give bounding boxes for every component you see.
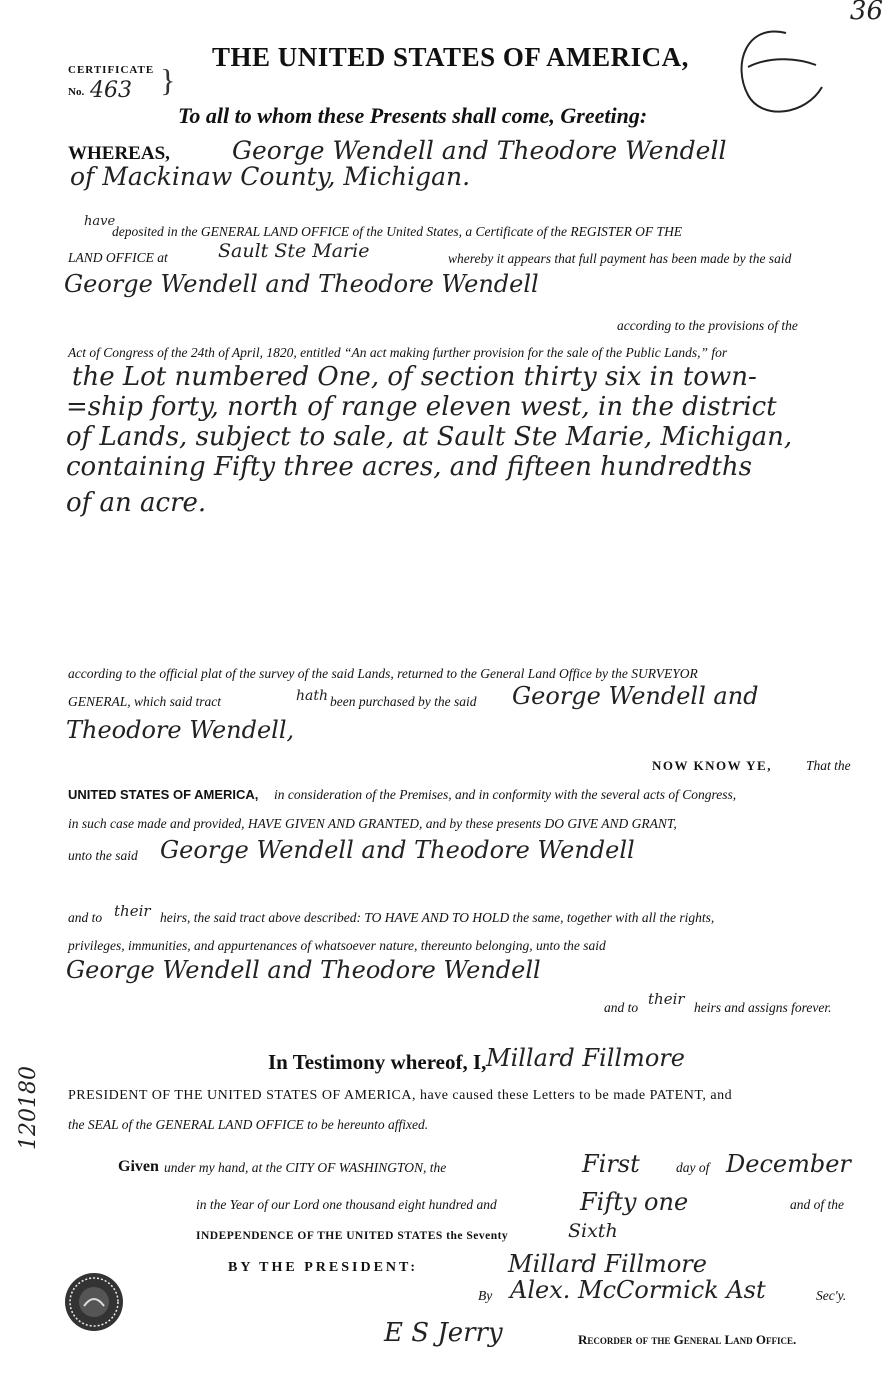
land-description-line-3: of Lands, subject to sale, at Sault Ste Marie, Michigan, — [66, 422, 793, 452]
general-text: GENERAL, which said tract — [68, 694, 221, 709]
document-title: THE UNITED STATES OF AMERICA, — [212, 42, 689, 72]
grantees-payment: George Wendell and Theodore Wendell — [64, 270, 539, 298]
whereby-text: whereby it appears that full payment has been made by the said — [448, 251, 792, 266]
plat-text: according to the official plat of the survey of the said Lands, returned to the General Land Office by the SURVEYOR — [68, 666, 698, 681]
now-know-ye: NOW KNOW YE, — [652, 758, 772, 773]
usa-bold: UNITED STATES OF AMERICA, — [68, 787, 259, 802]
certificate-number: 463 — [90, 78, 132, 103]
greeting: To all to whom these Presents shall come, Greeting: — [178, 103, 648, 128]
by-label: By — [478, 1288, 493, 1303]
year-handwritten: Fifty one — [580, 1188, 689, 1216]
hath-handwritten: hath — [296, 688, 329, 704]
heirs-text: heirs, the said tract above described: TO HAVE AND TO HOLD the same, together with all the rights, — [160, 910, 715, 925]
land-office-at: LAND OFFICE at — [68, 250, 168, 265]
such-case-text: in such case made and provided, HAVE GIVEN AND GRANTED, and by these presents DO GIVE AND GRANT, — [68, 816, 677, 831]
grantees-grant: George Wendell and Theodore Wendell — [160, 836, 635, 864]
secretary-signature: Alex. McCormick Ast — [510, 1276, 766, 1304]
president-signature-2: Millard Fillmore — [508, 1250, 707, 1278]
purchaser-line-1: George Wendell and — [512, 682, 759, 710]
whereas-heading: WHEREAS, — [68, 143, 170, 164]
their-handwritten: their — [114, 902, 151, 920]
grantees-line-2: of Mackinaw County, Michigan. — [70, 162, 471, 191]
independence-handwritten: Sixth — [568, 1220, 618, 1242]
day-of: day of — [676, 1160, 710, 1175]
independence-text: INDEPENDENCE OF THE UNITED STATES the Seventy — [196, 1230, 509, 1242]
margin-annotation: 120180 — [16, 1066, 41, 1150]
their-handwritten-2: their — [648, 990, 685, 1008]
has-handwritten: have — [84, 214, 116, 229]
consideration-text: in consideration of the Premises, and in conformity with the several acts of Congress, — [274, 787, 737, 802]
grantees-hold: George Wendell and Theodore Wendell — [66, 956, 541, 984]
given-heading: Given — [118, 1158, 159, 1175]
day-handwritten: First — [582, 1150, 640, 1178]
secy-label: Sec'y. — [816, 1288, 847, 1303]
that-the: That the — [806, 758, 851, 773]
purchaser-line-2: Theodore Wendell, — [66, 716, 295, 744]
land-description-line-1: the Lot numbered One, of section thirty six in town- — [72, 362, 757, 392]
heirs-assigns: heirs and assigns forever. — [694, 1000, 832, 1015]
and-of-the: and of the — [790, 1197, 844, 1212]
recorder-signature: E S Jerry — [384, 1318, 503, 1348]
deposit-text: deposited in the GENERAL LAND OFFICE of the United States, a Certificate of the REGISTER OF THE — [112, 224, 683, 239]
general-land-office-seal-icon — [62, 1270, 126, 1334]
unto-said: unto the said — [68, 848, 138, 863]
land-description-line-5: of an acre. — [66, 488, 207, 518]
land-description-line-4: containing Fifty three acres, and fifteen hundredths — [66, 452, 752, 482]
testimony-heading: In Testimony whereof, I, — [268, 1050, 487, 1074]
according-provisions: according to the provisions of the — [617, 318, 798, 333]
and-to: and to — [68, 910, 103, 925]
seal-line: the SEAL of the GENERAL LAND OFFICE to be hereunto affixed. — [68, 1117, 429, 1132]
president-line: PRESIDENT OF THE UNITED STATES OF AMERICA, have caused these Letters to be made PATENT, and — [68, 1088, 733, 1103]
by-the-president: BY THE PRESIDENT: — [228, 1260, 418, 1275]
page-number: 36 — [849, 0, 883, 26]
given-text: under my hand, at the CITY OF WASHINGTON, the — [164, 1160, 447, 1175]
certificate-no-label: No. — [68, 86, 85, 98]
president-signature-1: Millard Fillmore — [486, 1044, 685, 1072]
month-handwritten: December — [726, 1150, 851, 1178]
privileges-text: privileges, immunities, and appurtenances of whatsoever nature, thereunto belonging, unto the said — [68, 938, 606, 953]
recorder-text: Recorder of the General Land Office. — [578, 1332, 797, 1347]
land-description-line-2: =ship forty, north of range eleven west, in the district — [66, 392, 777, 422]
act-text: Act of Congress of the 24th of April, 1820, entitled “An act making further provision for the sale of the Public Lands,” for — [68, 345, 728, 360]
purchased-by-text: been purchased by the said — [330, 694, 477, 709]
monogram-mark — [726, 15, 836, 125]
land-office-place: Sault Ste Marie — [218, 240, 370, 262]
year-text: in the Year of our Lord one thousand eight hundred and — [196, 1197, 497, 1212]
grantees-line-1: George Wendell and Theodore Wendell — [232, 136, 727, 165]
brace-glyph: } — [160, 62, 176, 98]
and-to-2: and to — [604, 1000, 639, 1015]
certificate-label: CERTIFICATE — [68, 64, 155, 76]
